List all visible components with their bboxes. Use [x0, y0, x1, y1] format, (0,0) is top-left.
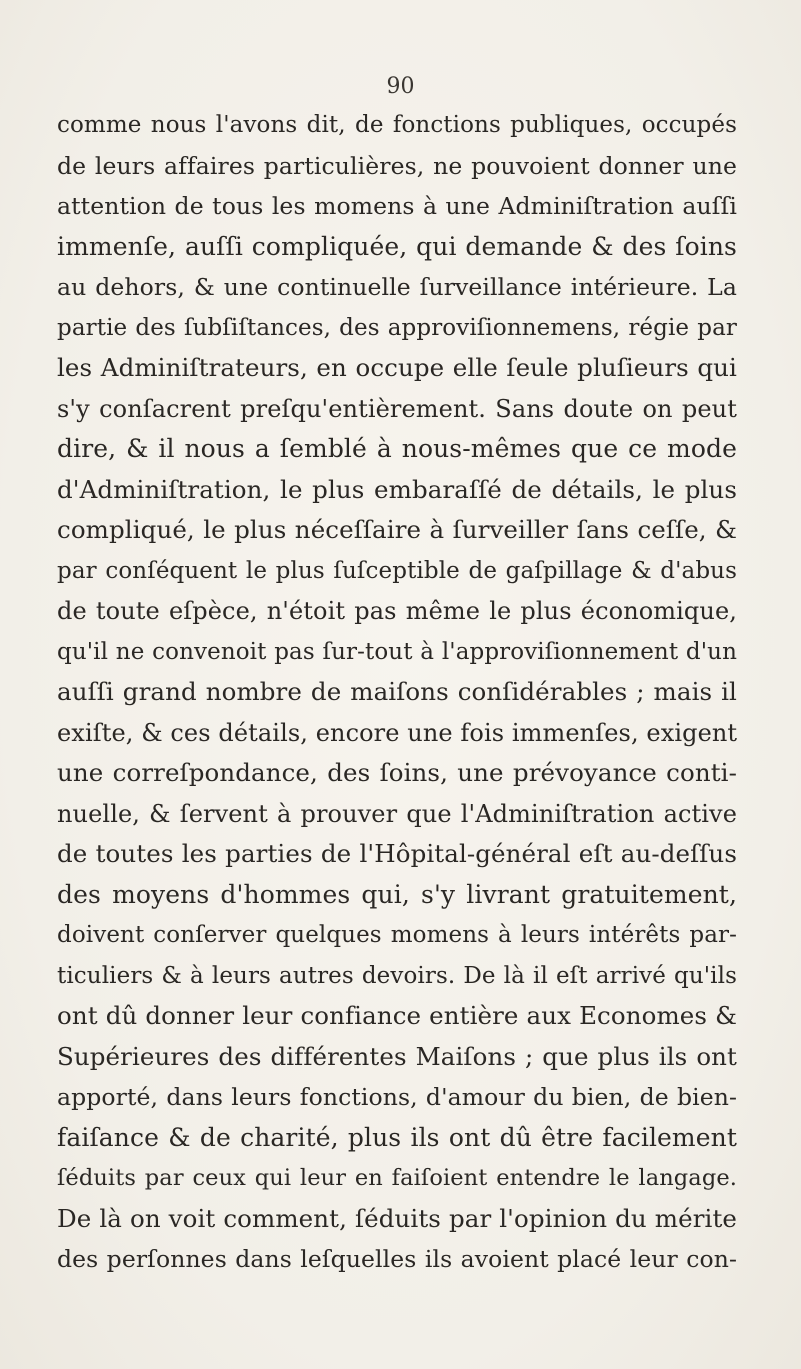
text-line: nuelle, & ſervent à prouver que l'Adminiſtration active	[57, 799, 737, 828]
text-line: au dehors, & une continuelle ſurveillance intérieure. La	[57, 273, 737, 301]
text-line: apporté, dans leurs fonctions, d'amour du bien, de bien-	[57, 1083, 737, 1111]
text-line: par conſéquent le plus ſuſceptible de gaſpillage & d'abus	[57, 557, 737, 584]
text-line: comme nous l'avons dit, de fonctions publiques, occupés	[57, 112, 737, 138]
text-line: ticuliers & à leurs autres devoirs. De là il eſt arrivé qu'ils	[57, 962, 737, 989]
text-line: De là on voit comment, ſéduits par l'opinion du mérite	[57, 1203, 737, 1233]
text-line: qu'il ne convenoit pas ſur-tout à l'approviſionnement d'un	[57, 638, 737, 665]
text-line: compliqué, le plus néceſſaire à ſurveiller ſans ceſſe, &	[57, 515, 737, 544]
text-line: des moyens d'hommes qui, s'y livrant gratuitement,	[57, 879, 737, 909]
text-line: Supérieures des différentes Maiſons ; que plus ils ont	[57, 1041, 737, 1071]
text-line: des perſonnes dans leſquelles ils avoient placé leur con-	[57, 1245, 737, 1273]
text-line: d'Adminiſtration, le plus embaraſſé de détails, le plus	[57, 474, 737, 504]
text-line: partie des ſubſiſtances, des approviſionnemens, régie par	[57, 314, 737, 341]
text-line: de toutes les parties de l'Hôpital-général eſt au-deſſus	[57, 839, 737, 868]
text-line: doivent conſerver quelques momens à leurs intérêts par-	[57, 922, 737, 948]
text-line: exiſte, & ces détails, encore une fois immenſes, exigent	[57, 718, 738, 747]
text-line: ont dû donner leur confiance entière aux Economes &	[57, 1001, 737, 1030]
text-line: dire, & il nous a ſemblé à nous-mêmes que ce mode	[57, 434, 737, 463]
page-number: 90	[386, 74, 415, 99]
body-text	[57, 105, 737, 1280]
text-line: faiſance & de charité, plus ils ont dû être facilement	[57, 1122, 737, 1152]
text-line: s'y conſacrent preſqu'entièrement. Sans doute on peut	[57, 394, 737, 423]
text-line: ſéduits par ceux qui leur en faiſoient entendre le langage.	[57, 1165, 737, 1191]
text-line: les Adminiſtrateurs, en occupe elle ſeule pluſieurs qui	[57, 353, 737, 382]
text-line: immenſe, auſſi compliquée, qui demande & des ſoins	[57, 231, 737, 261]
text-line: une correſpondance, des ſoins, une prévoyance conti-	[57, 758, 737, 787]
text-line: auſſi grand nombre de maiſons conſidérables ; mais il	[57, 677, 737, 706]
text-line: de toute eſpèce, n'étoit pas même le plus économique,	[57, 597, 737, 625]
text-line: de leurs affaires particulières, ne pouvoient donner une	[57, 151, 737, 180]
text-line: attention de tous les momens à une Adminiſtration auſſi	[57, 192, 737, 220]
